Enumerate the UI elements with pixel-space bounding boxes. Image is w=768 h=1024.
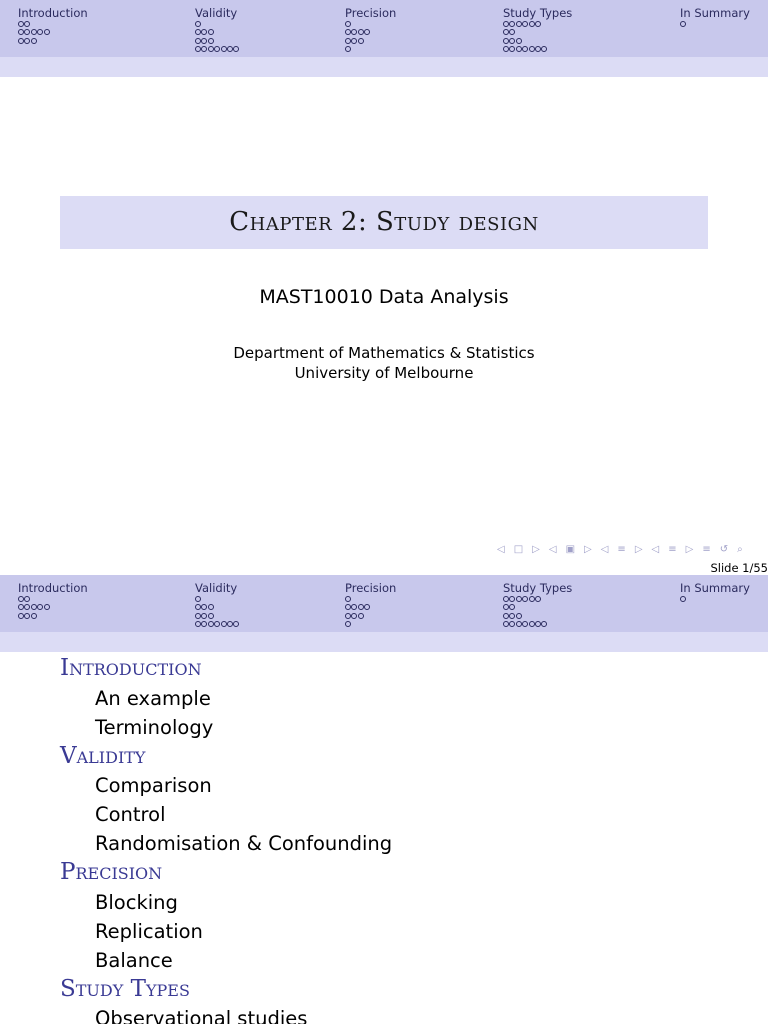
nav-section-introduction[interactable] [18,581,88,621]
nav-section-title[interactable]: Validity [195,581,238,595]
frame-dot-icon[interactable] [351,613,357,619]
nav-symbol-icon[interactable]: ▷ [532,544,540,555]
frame-dot-icon[interactable] [24,21,30,27]
nav-frame-dots-row [345,21,396,29]
navigation-bar-strip [0,57,768,77]
outline-subsection[interactable]: Randomisation & Confounding [95,832,393,855]
course-subtitle: MAST10010 Data Analysis [259,286,509,308]
frame-dot-icon[interactable] [503,596,509,602]
outline-subsection[interactable]: Observational studies [95,1007,308,1024]
frame-dot-icon[interactable] [18,21,24,27]
frame-dot-icon[interactable] [201,29,207,35]
nav-section-title[interactable]: Introduction [18,6,88,20]
nav-frame-dots-row [345,29,396,37]
frame-dot-icon[interactable] [31,38,37,44]
frame-dot-icon[interactable] [509,596,515,602]
frame-dot-icon[interactable] [358,613,364,619]
nav-frame-dots-row [345,621,396,629]
frame-dot-icon[interactable] [503,604,509,610]
frame-dot-icon[interactable] [503,621,509,627]
frame-dot-icon[interactable] [221,621,227,627]
nav-frame-dots-row [503,613,572,621]
frame-dot-icon[interactable] [195,38,201,44]
frame-dot-icon[interactable] [529,46,535,52]
nav-symbol-icon[interactable]: ◁ [651,544,660,555]
frame-dot-icon[interactable] [201,613,207,619]
nav-section-title[interactable]: Study Types [503,6,573,20]
frame-dot-icon[interactable] [214,621,220,627]
nav-frame-dots-row [503,621,572,629]
frame-dot-icon[interactable] [18,29,24,35]
frame-dot-icon[interactable] [18,596,24,602]
outline-list [60,654,392,1024]
frame-dot-icon[interactable] [680,596,686,602]
frame-dot-icon[interactable] [221,46,227,52]
frame-dot-icon[interactable] [208,29,214,35]
frame-dot-icon[interactable] [24,29,30,35]
section-navigation-bar [0,0,768,57]
nav-frame-dots-row [18,604,88,612]
frame-dot-icon[interactable] [509,29,515,35]
department-name: Department of Mathematics & Statistics [233,344,535,362]
outline-section[interactable]: Study Types [60,975,190,1002]
frame-dot-icon[interactable] [345,621,351,627]
frame-dot-icon[interactable] [233,621,239,627]
outline-subsection[interactable]: Comparison [95,774,212,797]
frame-dot-icon[interactable] [208,46,214,52]
nav-symbol-icon[interactable]: □ [513,544,524,555]
nav-section-study-types[interactable] [503,6,572,54]
nav-section-title[interactable]: In Summary [680,581,750,595]
frame-dot-icon[interactable] [358,604,364,610]
nav-symbol-icon[interactable]: ≡ [668,544,677,555]
frame-dot-icon[interactable] [541,621,547,627]
frame-dot-icon[interactable] [364,604,370,610]
frame-dot-icon[interactable] [358,38,364,44]
nav-symbol-icon[interactable]: ≡ [617,544,626,555]
frame-dot-icon[interactable] [535,621,541,627]
frame-dot-icon[interactable] [18,613,24,619]
outline-subsection[interactable]: An example [95,686,211,710]
frame-dot-icon[interactable] [503,613,509,619]
frame-dot-icon[interactable] [195,29,201,35]
nav-frame-dots-row [195,29,240,37]
frame-dot-icon[interactable] [208,604,214,610]
slide-number: Slide 1/55 [710,561,768,575]
nav-frame-dots-row [195,604,240,612]
frame-dot-icon[interactable] [345,613,351,619]
nav-frame-dots-row [18,29,88,37]
outline-section[interactable]: Validity [60,742,146,769]
frame-dot-icon[interactable] [535,46,541,52]
nav-frame-dots-row [345,613,396,621]
frame-dot-icon[interactable] [227,46,233,52]
frame-dot-icon[interactable] [227,621,233,627]
frame-dot-icon[interactable] [201,604,207,610]
frame-dot-icon[interactable] [503,21,509,27]
frame-dot-icon[interactable] [509,38,515,44]
frame-dot-icon[interactable] [208,38,214,44]
frame-dot-icon[interactable] [195,21,201,27]
frame-dot-icon[interactable] [509,21,515,27]
outline-section[interactable]: Precision [60,859,163,885]
frame-dot-icon[interactable] [201,621,207,627]
nav-symbol-icon[interactable]: ▷ [634,544,643,555]
nav-section-title[interactable]: Validity [195,6,238,20]
frame-dot-icon[interactable] [351,604,357,610]
nav-frame-dots-row [195,38,240,46]
frame-dot-icon[interactable] [214,46,220,52]
nav-frame-dots-row [195,596,240,604]
nav-section-precision[interactable] [345,581,396,629]
nav-section-title[interactable]: In Summary [680,6,750,20]
nav-symbol-icon[interactable]: ≡ [702,544,711,555]
frame-dot-icon[interactable] [680,21,686,27]
outline-section[interactable]: Introduction [60,655,202,681]
nav-frame-dots-row [18,21,88,29]
frame-dot-icon[interactable] [208,621,214,627]
frame-dot-icon[interactable] [516,46,522,52]
nav-section-precision[interactable] [345,6,396,54]
frame-dot-icon[interactable] [345,21,351,27]
frame-dot-icon[interactable] [195,46,201,52]
frame-dot-icon[interactable] [522,46,528,52]
frame-dot-icon[interactable] [345,38,351,44]
frame-dot-icon[interactable] [529,21,535,27]
frame-dot-icon[interactable] [201,46,207,52]
nav-section-title[interactable]: Study Types [503,581,573,595]
frame-dot-icon[interactable] [358,29,364,35]
nav-frame-dots-row [345,38,396,46]
frame-dot-icon[interactable] [233,46,239,52]
nav-frame-dots-row [345,604,396,612]
frame-dot-icon[interactable] [345,46,351,52]
frame-dot-icon[interactable] [503,38,509,44]
nav-section-title[interactable]: Introduction [18,581,88,595]
frame-dot-icon[interactable] [522,21,528,27]
nav-symbol-icon[interactable]: ◁ [600,544,609,555]
frame-dot-icon[interactable] [195,604,201,610]
frame-dot-icon[interactable] [516,621,522,627]
frame-dot-icon[interactable] [24,596,30,602]
nav-frame-dots-row [680,21,750,29]
nav-section-validity[interactable] [195,6,240,54]
nav-symbol-icon[interactable]: ◁ [548,544,557,555]
frame-dot-icon[interactable] [201,38,207,44]
nav-section-introduction[interactable] [18,6,88,46]
outline-subsection[interactable]: Blocking [95,890,178,914]
frame-dot-icon[interactable] [24,613,30,619]
frame-dot-icon[interactable] [503,29,509,35]
nav-symbol-icon[interactable]: ↺ [719,544,729,555]
outline-subsection[interactable]: Balance [95,948,173,972]
nav-frame-dots-row [503,21,572,29]
nav-section-in-summary[interactable] [680,6,750,29]
frame-dot-icon[interactable] [31,604,37,610]
nav-frame-dots-row [18,613,88,621]
frame-dot-icon[interactable] [351,38,357,44]
nav-symbol-icon[interactable]: ▣ [565,544,576,555]
frame-dot-icon[interactable] [18,604,24,610]
frame-dot-icon[interactable] [24,604,30,610]
frame-dot-icon[interactable] [44,29,50,35]
nav-section-in-summary[interactable] [680,581,750,604]
section-navigation-bar [0,575,768,632]
frame-dot-icon[interactable] [509,621,515,627]
frame-dot-icon[interactable] [351,29,357,35]
frame-dot-icon[interactable] [195,596,201,602]
nav-frame-dots-row [680,596,750,604]
frame-dot-icon[interactable] [364,29,370,35]
outline-slide [0,575,768,1024]
frame-dot-icon[interactable] [516,596,522,602]
nav-frame-dots-row [195,21,240,29]
nav-section-title[interactable]: Precision [345,6,397,20]
frame-dot-icon[interactable] [195,621,201,627]
frame-dot-icon[interactable] [18,38,24,44]
nav-frame-dots-row [18,596,88,604]
frame-dot-icon[interactable] [509,604,515,610]
frame-dot-icon[interactable] [503,46,509,52]
frame-dot-icon[interactable] [516,21,522,27]
nav-frame-dots-row [503,604,572,612]
frame-dot-icon[interactable] [195,613,201,619]
outline-subsection[interactable]: Replication [95,919,203,943]
nav-frame-dots-row [503,596,572,604]
nav-section-study-types[interactable] [503,581,572,629]
frame-dot-icon[interactable] [345,29,351,35]
outline-subsection[interactable]: Control [95,803,166,826]
outline-subsection[interactable]: Terminology [95,715,214,739]
frame-dot-icon[interactable] [529,596,535,602]
frame-dot-icon[interactable] [516,38,522,44]
nav-frame-dots-row [195,46,240,54]
frame-dot-icon[interactable] [44,604,50,610]
frame-dot-icon[interactable] [31,613,37,619]
frame-dot-icon[interactable] [535,21,541,27]
university-name: University of Melbourne [294,364,474,382]
slide-title: Chapter 2: Study design [229,207,539,237]
frame-dot-icon[interactable] [31,29,37,35]
nav-frame-dots-row [503,38,572,46]
frame-dot-icon[interactable] [345,596,351,602]
nav-frame-dots-row [503,46,572,54]
nav-frame-dots-row [503,29,572,37]
institution [0,343,768,383]
frame-dot-icon[interactable] [37,29,43,35]
nav-frame-dots-row [195,613,240,621]
frame-dot-icon[interactable] [509,613,515,619]
nav-symbol-icon[interactable]: ⌕ [737,544,743,555]
title-box [60,196,708,249]
frame-dot-icon[interactable] [509,46,515,52]
nav-symbol-icon[interactable]: ▷ [584,544,592,555]
nav-frame-dots-row [195,621,240,629]
nav-section-title[interactable]: Precision [345,581,397,595]
frame-dot-icon[interactable] [535,596,541,602]
frame-dot-icon[interactable] [37,604,43,610]
frame-dot-icon[interactable] [24,38,30,44]
nav-section-validity[interactable] [195,581,240,629]
nav-symbol-icon[interactable]: ▷ [685,544,694,555]
frame-dot-icon[interactable] [529,621,535,627]
nav-frame-dots-row [345,46,396,54]
frame-dot-icon[interactable] [541,46,547,52]
navigation-symbols [497,545,743,555]
frame-dot-icon[interactable] [345,604,351,610]
navigation-bar-strip [0,632,768,652]
nav-frame-dots-row [345,596,396,604]
frame-dot-icon[interactable] [208,613,214,619]
frame-dot-icon[interactable] [516,613,522,619]
nav-frame-dots-row [18,38,88,46]
frame-dot-icon[interactable] [522,621,528,627]
nav-symbol-icon[interactable]: ◁ [497,544,505,555]
frame-dot-icon[interactable] [522,596,528,602]
